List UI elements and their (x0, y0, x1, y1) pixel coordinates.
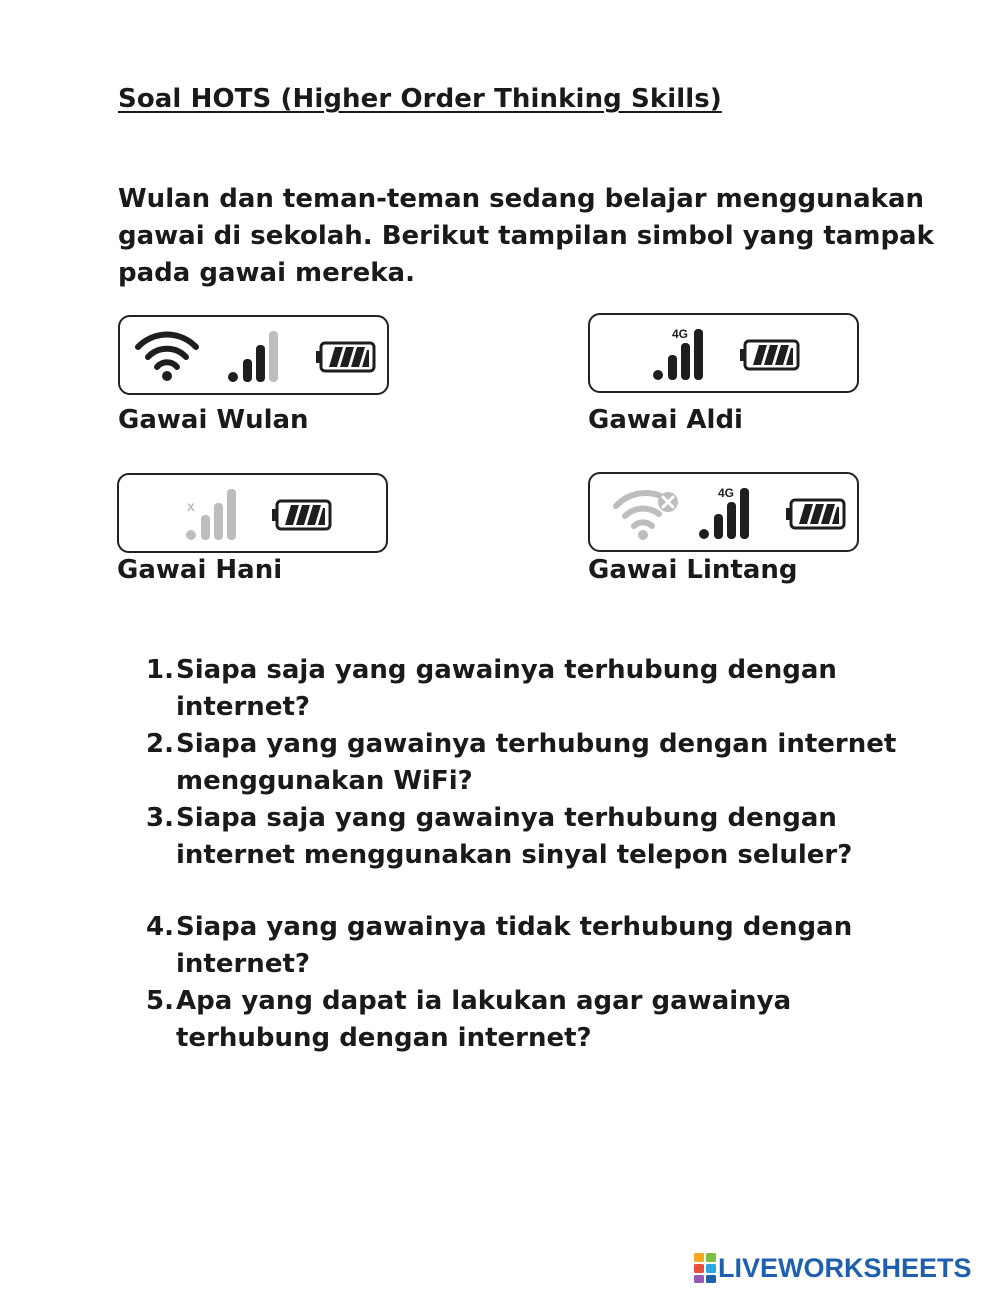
intro-line: gawai di sekolah. Berikut tampilan simbol yang tampak (118, 221, 934, 251)
question-text: internet? (176, 692, 310, 722)
battery-icon (316, 341, 378, 373)
question-text: menggunakan WiFi? (176, 766, 473, 796)
intro-paragraph (118, 181, 934, 292)
question-text: internet menggunakan sinyal telepon seluler? (176, 840, 853, 870)
no-signal-mark: x (187, 498, 195, 514)
intro-line: pada gawai mereka. (118, 258, 415, 288)
status-bar-box (588, 313, 859, 393)
question-item (146, 652, 906, 726)
wifi-disconnected-icon (610, 484, 684, 542)
signal-bars-icon (227, 329, 283, 385)
question-text: terhubung dengan internet? (176, 1023, 592, 1053)
status-bar-box (117, 473, 388, 553)
question-number: 4. (146, 912, 174, 942)
status-bar-box (588, 472, 859, 552)
question-text: Siapa saja yang gawainya terhubung dengan (176, 803, 837, 833)
question-number: 3. (146, 803, 174, 833)
status-bar-box (118, 315, 389, 395)
liveworksheets-logo-icon (694, 1253, 716, 1283)
question-item (146, 726, 906, 800)
battery-icon (786, 498, 848, 530)
wifi-icon (134, 327, 200, 383)
signal-no-connection-icon (183, 485, 243, 543)
question-number: 2. (146, 729, 174, 759)
network-badge: 4G (718, 486, 735, 500)
question-text: Siapa yang gawainya terhubung dengan internet (176, 729, 897, 759)
brand-logo[interactable] (694, 1252, 972, 1284)
device-label: Gawai Aldi (588, 405, 743, 435)
network-badge: 4G (672, 327, 689, 341)
question-item (146, 983, 906, 1057)
device-label: Gawai Hani (117, 555, 283, 585)
question-text: Apa yang dapat ia lakukan agar gawainya (176, 986, 792, 1016)
question-text: Siapa yang gawainya tidak terhubung dengan (176, 912, 853, 942)
question-item (146, 800, 906, 874)
device-label: Gawai Wulan (118, 405, 309, 435)
page-title: Soal HOTS (Higher Order Thinking Skills) (118, 84, 722, 114)
signal-4g-icon (696, 484, 756, 542)
battery-icon (272, 499, 334, 531)
question-list (146, 652, 906, 1057)
brand-name: LIVEWORKSHEETS (718, 1252, 972, 1283)
question-number: 5. (146, 986, 174, 1016)
device-label: Gawai Lintang (588, 555, 798, 585)
question-number: 1. (146, 655, 174, 685)
question-text: internet? (176, 949, 310, 979)
question-text: Siapa saja yang gawainya terhubung dengan (176, 655, 837, 685)
intro-line: Wulan dan teman-teman sedang belajar menggunakan (118, 184, 925, 214)
battery-icon (740, 339, 802, 371)
signal-4g-icon (650, 325, 710, 383)
question-item (146, 909, 906, 983)
